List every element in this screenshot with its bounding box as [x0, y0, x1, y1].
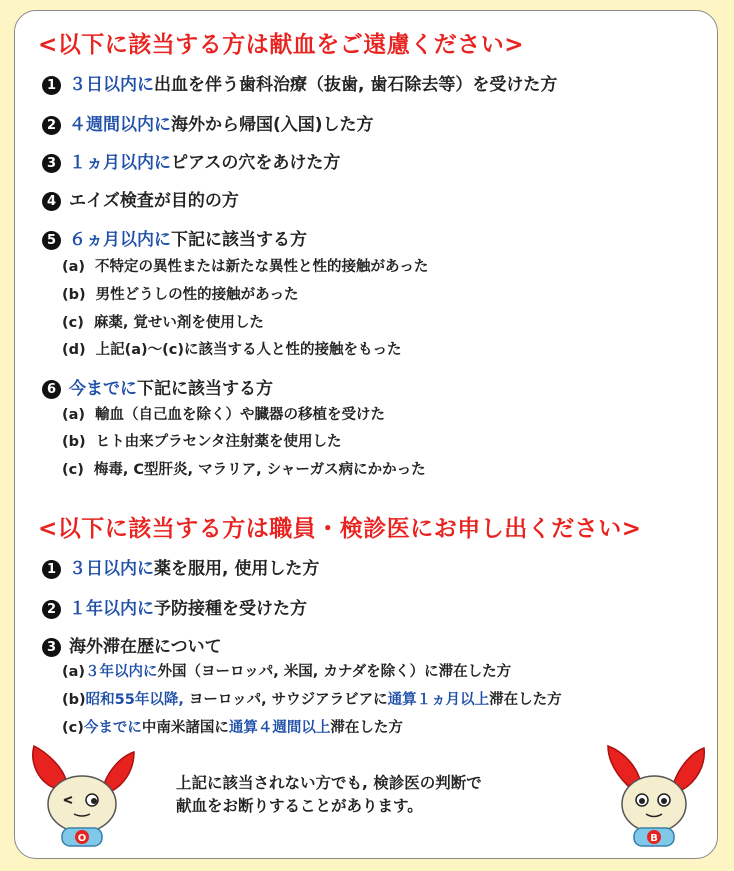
sub-label: (a): [62, 407, 86, 423]
s1-item-6-text: 下記に該当する方: [137, 379, 273, 399]
s2-item-2: [42, 594, 307, 619]
section1-heading: <以下に該当する方は献血をご遠慮ください>: [38, 32, 525, 58]
s2-item-1-text: 薬を服用, 使用した方: [154, 559, 320, 579]
sub-text-2: 滞在した方: [489, 692, 562, 708]
s1-sub-5d: [62, 338, 402, 359]
s1-sub-6c: [62, 458, 426, 479]
s1-item-1-highlight: ３日以内に: [69, 75, 154, 95]
num-badge-6: 6: [42, 380, 61, 399]
s2-sub-3c: [62, 716, 403, 737]
sub-label: (b): [62, 287, 86, 303]
s2-sub-3a: [62, 660, 511, 681]
sub-label: (b): [62, 434, 86, 450]
s2-item-3: [42, 632, 222, 657]
s1-item-4-text: エイズ検査が目的の方: [69, 191, 239, 211]
s1-item-5-highlight: ６ヵ月以内に: [69, 230, 171, 250]
s1-item-5: [42, 225, 307, 250]
sub-label: (a): [62, 259, 86, 275]
sub-highlight: 昭和55年以降,: [85, 692, 184, 708]
mascot-right-badge: B: [650, 833, 658, 844]
sub-label: (b): [62, 692, 86, 708]
s1-item-3-text: ピアスの穴をあけた方: [171, 153, 341, 173]
s2-item-1-highlight: ３日以内に: [69, 559, 154, 579]
num-badge-1: 1: [42, 560, 61, 579]
s1-item-6-highlight: 今までに: [69, 379, 137, 399]
s1-item-2-text: 海外から帰国(入国)した方: [171, 115, 374, 135]
note-line-2: 献血をお断りすることがあります。: [176, 797, 423, 815]
sub-text: ヒト由来プラセンタ注射薬を使用した: [95, 434, 342, 450]
s2-item-3-text: 海外滞在歴について: [69, 637, 222, 657]
s2-item-2-highlight: １年以内に: [69, 599, 154, 619]
disclaimer-note: [176, 772, 482, 818]
sub-text: 梅毒, C型肝炎, マラリア, シャーガス病にかかった: [93, 462, 426, 478]
sub-text: 男性どうしの性的接触があった: [95, 287, 299, 303]
sub-label: (c): [62, 462, 84, 478]
sub-label: (d): [62, 342, 86, 358]
sub-highlight-2: 通算１ヵ月以上: [387, 692, 490, 708]
num-badge-4: 4: [42, 192, 61, 211]
num-badge-2: 2: [42, 600, 61, 619]
s1-item-3-highlight: １ヵ月以内に: [69, 153, 171, 173]
sub-label: (a): [62, 664, 86, 680]
sub-text: 麻薬, 覚せい剤を使用した: [93, 315, 264, 331]
num-badge-1: 1: [42, 76, 61, 95]
num-badge-3: 3: [42, 154, 61, 173]
s1-item-1-text: 出血を伴う歯科治療（抜歯, 歯石除去等）を受けた方: [154, 75, 558, 95]
sub-text: 中南米諸国に: [141, 720, 229, 736]
sub-text: ヨーロッパ, サウジアラビアに: [183, 692, 388, 708]
sub-highlight-2: 通算４週間以上: [228, 720, 331, 736]
s2-item-1: [42, 554, 319, 579]
s2-sub-3b: [62, 688, 562, 709]
s1-item-6: [42, 374, 273, 399]
sub-text: 不特定の異性または新たな異性と性的接触があった: [95, 259, 429, 275]
mascot-right-icon: [598, 740, 710, 850]
sub-text: 輸血（自己血を除く）や臓器の移植を受けた: [95, 407, 386, 423]
sub-text-2: 滞在した方: [330, 720, 403, 736]
sub-highlight: 今までに: [83, 720, 142, 736]
sub-label: (c): [62, 720, 84, 736]
note-line-1: 上記に該当されない方でも, 検診医の判断で: [176, 774, 482, 792]
s1-sub-6b: [62, 430, 342, 451]
num-badge-3: 3: [42, 638, 61, 657]
s1-sub-5a: [62, 255, 428, 276]
num-badge-2: 2: [42, 116, 61, 135]
mascot-left-badge: O: [77, 833, 87, 844]
mascot-left-icon: [26, 740, 138, 850]
s1-item-2-highlight: ４週間以内に: [69, 115, 171, 135]
sub-text: 外国（ヨーロッパ, 米国, カナダを除く）に滞在した方: [157, 664, 512, 680]
sub-text: 上記(a)～(c)に該当する人と性的接触をもった: [95, 342, 402, 358]
s1-item-2: [42, 110, 374, 135]
s1-item-5-text: 下記に該当する方: [171, 230, 307, 250]
s1-sub-6a: [62, 403, 385, 424]
s2-item-2-text: 予防接種を受けた方: [154, 599, 307, 619]
s1-sub-5c: [62, 311, 264, 332]
sub-label: (c): [62, 315, 84, 331]
s1-item-1: [42, 70, 557, 95]
section2-heading: <以下に該当する方は職員・検診医にお申し出ください>: [38, 516, 642, 542]
s1-item-4: [42, 186, 239, 211]
sub-highlight: ３年以内に: [85, 664, 158, 680]
s1-item-3: [42, 148, 340, 173]
s1-sub-5b: [62, 283, 299, 304]
num-badge-5: 5: [42, 231, 61, 250]
